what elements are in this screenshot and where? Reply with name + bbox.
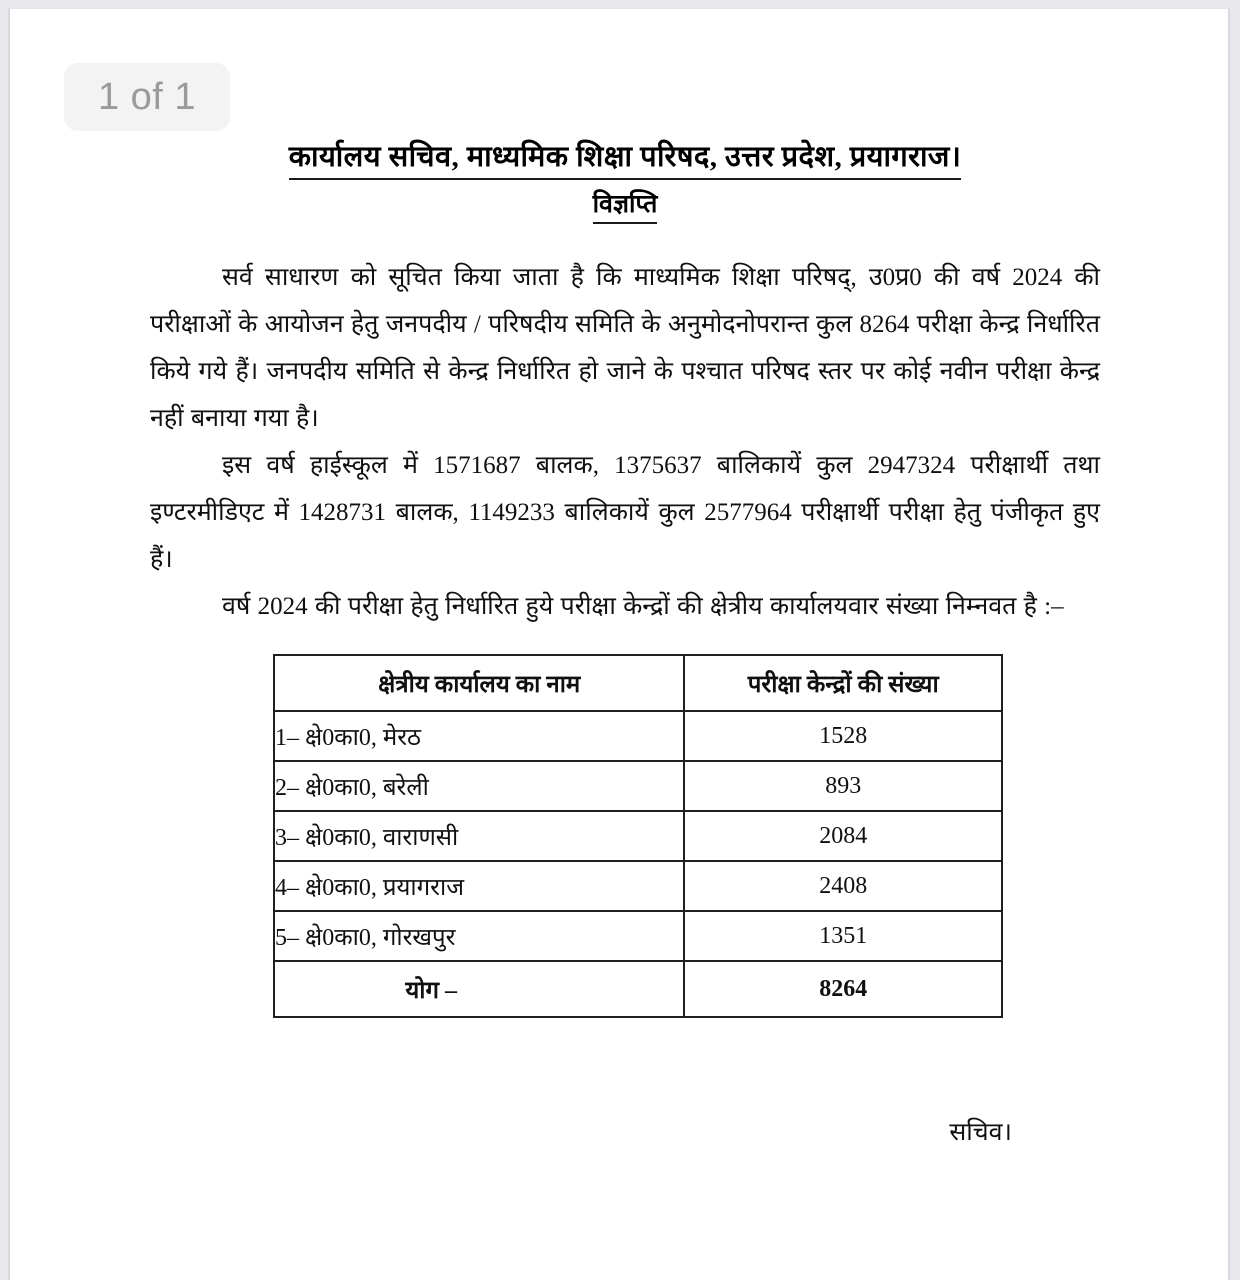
table-cell-center-count: 1528 <box>684 711 1002 761</box>
paragraph-regional-office-intro: वर्ष 2024 की परीक्षा हेतु निर्धारित हुये परीक्षा केन्द्रों की क्षेत्रीय कार्यालयवार संख्या निम्नवत है :– <box>222 593 1064 621</box>
table-row <box>274 711 1002 761</box>
page-indicator-label: 1 of 1 <box>97 75 197 118</box>
table-total-row <box>274 961 1002 1017</box>
centers-table-container <box>150 654 1100 1018</box>
table-row <box>274 811 1002 861</box>
exam-centers-table <box>273 654 1003 1018</box>
signature-text: सचिव। <box>949 1119 1012 1147</box>
table-total-count: 8264 <box>684 961 1002 1017</box>
document-subtitle-text: विज्ञप्ति <box>593 190 658 224</box>
table-row <box>274 761 1002 811</box>
document-page <box>8 8 1230 1280</box>
table-cell-center-count: 1351 <box>684 911 1002 961</box>
page-indicator-badge <box>64 63 230 131</box>
table-cell-center-count: 893 <box>684 761 1002 811</box>
paragraph-centers-fixed: सर्व साधारण को सूचित किया जाता है कि माध्यमिक शिक्षा परिषद्, उ0प्र0 की वर्ष 2024 की परीक्षाओं के आयोजन हेतु जनपदीय / परिषदीय समिति के अनुमोदनोपरान्त कुल 8264 परीक्षा केन्द्र निर्धारित किये गये हैं। जनपदीय समिति से केन्द्र निर्धारित हो जाने के पश्चात परिषद स्तर पर कोई नवीन परीक्षा केन्द्र नहीं बनाया गया है। <box>150 264 1100 433</box>
table-row <box>274 861 1002 911</box>
table-cell-office-name: 3– क्षे0का0, वाराणसी <box>274 811 684 861</box>
signature-block <box>150 1114 1100 1148</box>
document-subtitle <box>150 190 1100 224</box>
table-cell-office-name: 5– क्षे0का0, गोरखपुर <box>274 911 684 961</box>
table-header-row <box>274 655 1002 711</box>
document-content <box>150 139 1100 1148</box>
table-row <box>274 911 1002 961</box>
document-title-text: कार्यालय सचिव, माध्यमिक शिक्षा परिषद, उत्तर प्रदेश, प्रयागराज। <box>289 139 961 180</box>
document-title <box>150 139 1100 180</box>
table-cell-office-name: 4– क्षे0का0, प्रयागराज <box>274 861 684 911</box>
table-header-office-name: क्षेत्रीय कार्यालय का नाम <box>274 655 684 711</box>
table-cell-center-count: 2408 <box>684 861 1002 911</box>
table-header-center-count: परीक्षा केन्द्रों की संख्या <box>684 655 1002 711</box>
table-cell-center-count: 2084 <box>684 811 1002 861</box>
table-cell-office-name: 2– क्षे0का0, बरेली <box>274 761 684 811</box>
table-cell-office-name: 1– क्षे0का0, मेरठ <box>274 711 684 761</box>
paragraph-registered-candidates: इस वर्ष हाईस्कूल में 1571687 बालक, 1375637 बालिकायें कुल 2947324 परीक्षार्थी तथा इण्टरमीडिएट में 1428731 बालक, 1149233 बालिकायें कुल 2577964 परीक्षार्थी परीक्षा हेतु पंजीकृत हुए हैं। <box>150 452 1100 574</box>
table-total-label: योग – <box>274 961 684 1017</box>
